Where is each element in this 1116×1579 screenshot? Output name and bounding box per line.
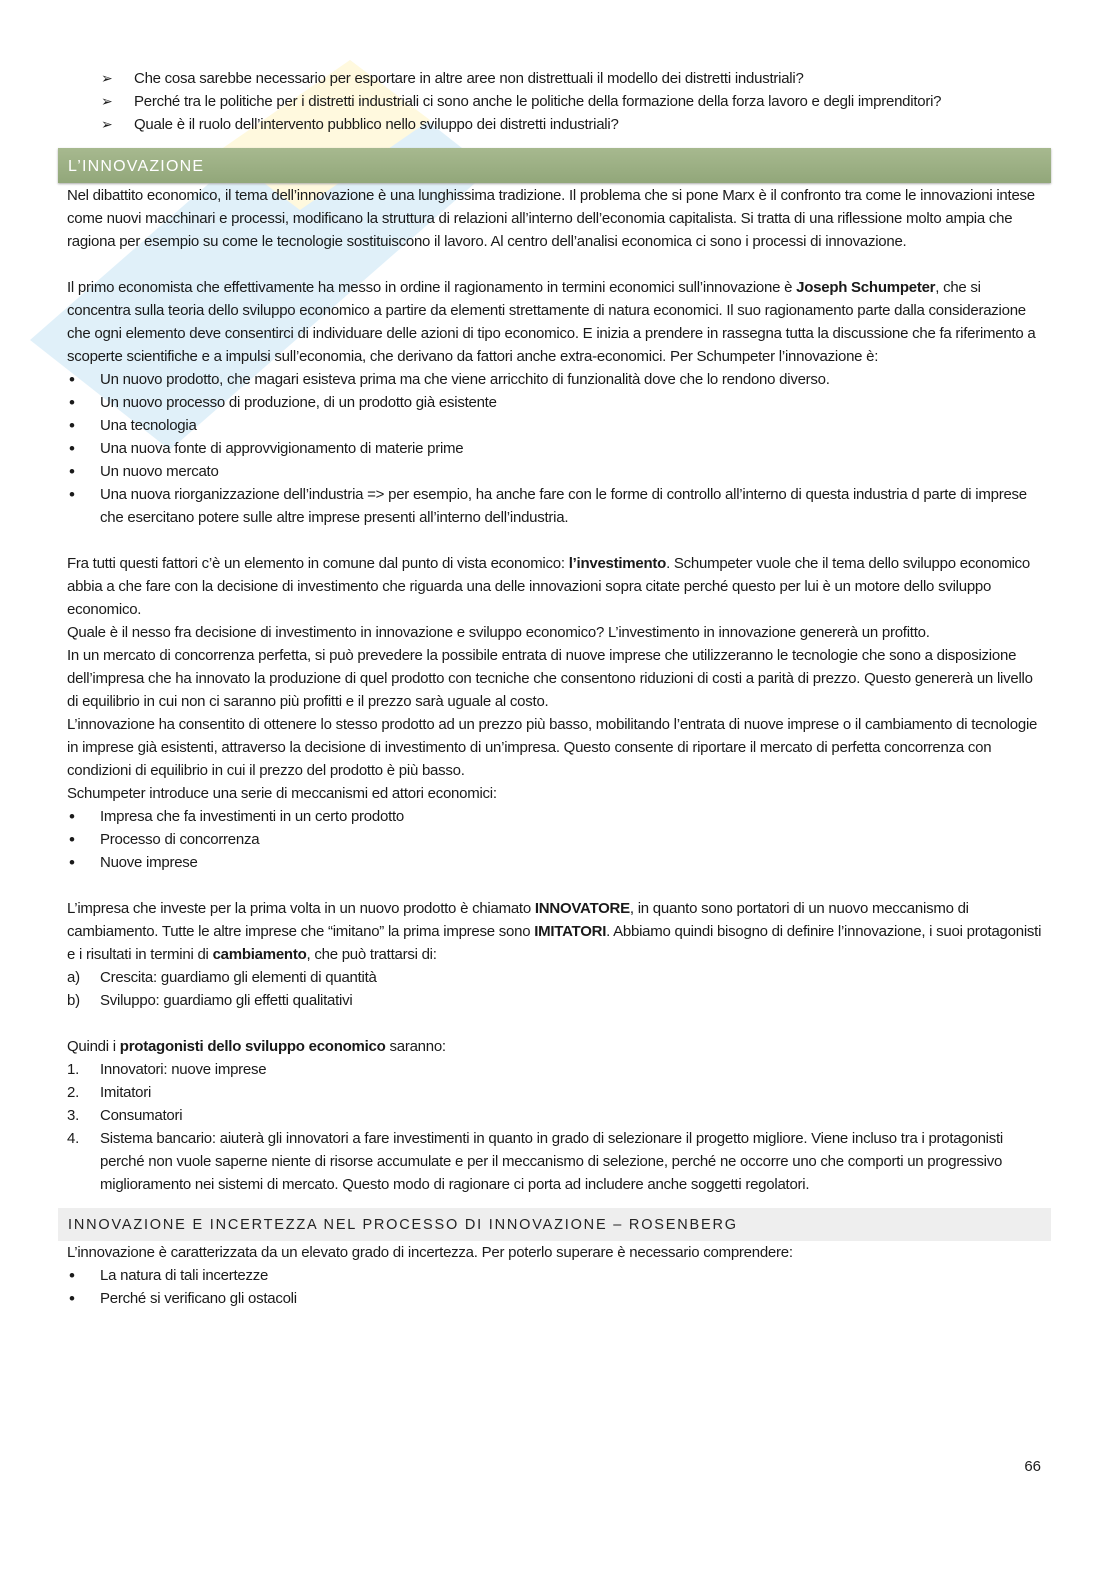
paragraph: Schumpeter introduce una serie di meccanismi ed attori economici: [67,785,497,802]
list-item: ➢ Perché tra le politiche per i distretti industriali ci sono anche le politiche della formazione della forza lavoro e degli imprenditori? [101,90,1042,113]
paragraph: Quale è il nesso fra decisione di investimento in innovazione e sviluppo economico? L’investimento in innovazione genererà un profitto. [67,624,930,641]
paragraph: L’innovazione è caratterizzata da un elevato grado di incertezza. Per poterlo superare è necessario comprendere: [67,1244,793,1261]
innovation-types-list [67,368,1042,529]
paragraph: In un mercato di concorrenza perfetta, si può prevedere la possibile entrata di nuove imprese che utilizzeranno le tecnologie che sono a disposizione dell’impresa che ha innovato la produzione di quel prodotto con tecniche che consentono riduzioni di costi a parità di prezzo. Questo genererà un livello di equilibrio in cui non ci saranno più profitti e il prezzo sarà uguale al costo. [67,647,1033,710]
mechanisms-list [67,805,1042,874]
list-item: 3. Consumatori [67,1107,183,1124]
list-item: b) Sviluppo: guardiamo gli effetti qualitativi [67,992,353,1009]
paragraph: Il primo economista che effettivamente ha messo in ordine il ragionamento in termini economici sull’innovazione è Joseph Schumpeter, che si concentra sulla teoria dello sviluppo economico a partire da elementi strettamente di natura economici. Il suo ragionamento parte dalla considerazione che ogni elemento deve consentirci di individuare delle azioni di tipo economico. E inizia a prendere in rassegna tutta la discussione che fa riferimento a scoperte scientifiche e a impulsi sull’economia, che derivano da fattori anche extra-economici. Per Schumpeter l’innovazione è: [67,279,1036,365]
uncertainty-list [67,1264,1042,1310]
list-item: • Un nuovo mercato [67,460,1042,483]
list-item: • Un nuovo prodotto, che magari esisteva prima ma che viene arricchito di funzionalità dove che lo rendono diverso. [67,368,1042,391]
list-item: • Una nuova riorganizzazione dell’industria => per esempio, ha anche fare con le forme di controllo all’interno di questa industria d parte di imprese che esercitano potere sulle altre imprese presenti all’interno dell’industria. [67,483,1042,529]
list-item: • Impresa che fa investimenti in un certo prodotto [67,805,1042,828]
paragraph: Fra tutti questi fattori c’è un elemento in comune dal punto di vista economico: l’investimento. Schumpeter vuole che il tema dello sviluppo economico abbia a che fare con la decisione di investimento che riguarda una delle innovazioni sopra citate perché questo per lui è un motore dello sviluppo economico. [67,555,1031,618]
paragraph: L’innovazione ha consentito di ottenere lo stesso prodotto ad un prezzo più basso, mobilitando l’entrata di nuove imprese o il cambiamento di tecnologie in imprese già esistenti, attraverso la decisione di investimento di un’impresa. Questo consente di riportare il mercato di perfetta concorrenza con condizioni di equilibrio in cui il prezzo del prodotto è più basso. [67,716,1038,779]
list-item: 4. Sistema bancario: aiuterà gli innovatori a fare investimenti in quanto in grado di selezionare il progetto migliore. Viene incluso tra i protagonisti perché non vuole saperne niente di risorse accumulate e per il meccanismo di selezione, perché ne occorre uno che comporti un progressivo miglioramento nei sistemi di mercato. Questo modo di ragionare ci porta ad includere anche soggetti regolatori. [67,1130,1003,1193]
list-item: • Una nuova fonte di approvvigionamento di materie prime [67,437,1042,460]
list-item: 2. Imitatori [67,1084,152,1101]
list-item: • Perché si verificano gli ostacoli [67,1287,1042,1310]
question-list [101,67,1042,136]
list-item: • Una tecnologia [67,414,1042,437]
list-item: • Nuove imprese [67,851,1042,874]
paragraph: Quindi i protagonisti dello sviluppo economico saranno: [67,1038,446,1055]
list-item: 1. Innovatori: nuove imprese [67,1061,267,1078]
list-item: ➢ Quale è il ruolo dell’intervento pubblico nello sviluppo dei distretti industriali? [101,113,1042,136]
list-item: • Un nuovo processo di produzione, di un prodotto già esistente [67,391,1042,414]
list-item: • Processo di concorrenza [67,828,1042,851]
document-page [67,67,1042,1310]
paragraph: Nel dibattito economico, il tema dell’innovazione è una lunghissima tradizione. Il problema che si pone Marx è il confronto tra come le innovazioni intese come nuovi macchinari e processi, modificano la struttura di relazioni all’interno dell’economia capitalista. Si tratta di una riflessione molto ampia che ragiona per esempio su come le tecnologie sostituiscono il lavoro. Al centro dell’analisi economica ci sono i processi di innovazione. [67,187,1035,250]
list-item: ➢ Che cosa sarebbe necessario per esportare in altre aree non distrettuali il modello dei distretti industriali? [101,67,1042,90]
list-item: • La natura di tali incertezze [67,1264,1042,1287]
protagonists-list [67,1058,1042,1196]
subsection-heading: INNOVAZIONE E INCERTEZZA NEL PROCESSO DI INNOVAZIONE – ROSENBERG [58,1208,1051,1241]
list-item: a) Crescita: guardiamo gli elementi di quantità [67,969,377,986]
section-heading: L’INNOVAZIONE [58,148,1051,183]
paragraph: L’impresa che investe per la prima volta in un nuovo prodotto è chiamato INNOVATORE, in quanto sono portatori di un nuovo meccanismo di cambiamento. Tutte le altre imprese che “imitano” la prima imprese sono IMITATORI. Abbiamo quindi bisogno di definire l’innovazione, i suoi protagonisti e i risultati in termini di cambiamento, che può trattarsi di: [67,900,1042,963]
page-number: 66 [1024,1458,1041,1475]
change-types-list [67,966,1042,1012]
